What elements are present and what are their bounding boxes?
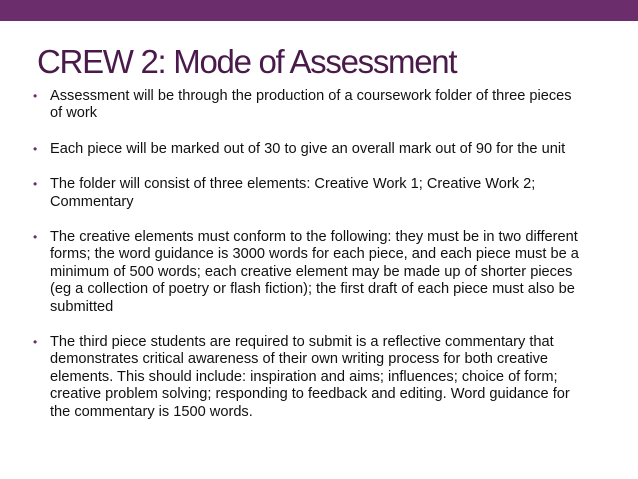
bullet-line: submitted bbox=[50, 298, 114, 315]
bullet-line: minimum of 500 words; each creative element may be made up of shorter pieces bbox=[50, 263, 573, 280]
bullet-item bbox=[28, 88, 608, 123]
bullet-line: (eg a collection of poetry or flash fiction); the first draft of each piece must also be bbox=[50, 281, 575, 298]
bullet-line: The third piece students are required to submit is a reflective commentary that bbox=[50, 334, 554, 351]
bullet-marker: • bbox=[33, 230, 38, 245]
bullet-text bbox=[50, 229, 608, 316]
bullet-line: forms; the word guidance is 3000 words for each piece, and each piece must be a bbox=[50, 246, 579, 263]
bullet-item bbox=[28, 141, 608, 158]
bullet-line: creative problem solving; responding to feedback and editing. Word guidance for bbox=[50, 386, 570, 403]
bullet-marker: • bbox=[33, 89, 38, 103]
bullet-item bbox=[28, 229, 608, 316]
bullet-item bbox=[28, 334, 608, 421]
bullet-text bbox=[50, 141, 608, 158]
bullet-item bbox=[28, 176, 608, 211]
bullet-line: Assessment will be through the production of a coursework folder of three pieces bbox=[50, 88, 572, 104]
bullet-text bbox=[50, 176, 608, 211]
bullet-line: Each piece will be marked out of 30 to give an overall mark out of 90 for the unit bbox=[50, 140, 566, 157]
bullet-text bbox=[50, 334, 608, 421]
bullet-text bbox=[50, 88, 608, 123]
bullet-marker: • bbox=[33, 335, 38, 350]
bullet-line: The creative elements must conform to the following: they must be in two different bbox=[50, 229, 578, 246]
bullet-line: The folder will consist of three elements: Creative Work 1; Creative Work 2; bbox=[50, 176, 536, 193]
bullet-marker: • bbox=[33, 141, 38, 156]
slide-title: CREW 2: Mode of Assessment bbox=[37, 43, 457, 80]
bullet-line: the commentary is 1500 words. bbox=[50, 403, 253, 420]
header-accent-bar bbox=[0, 0, 638, 21]
bullet-line: of work bbox=[50, 105, 98, 122]
bullet-line: demonstrates critical awareness of their own writing process for both creative bbox=[50, 351, 549, 368]
bullet-marker: • bbox=[33, 177, 38, 192]
bullet-list bbox=[28, 88, 608, 439]
bullet-line: Commentary bbox=[50, 193, 134, 210]
bullet-line: elements. This should include: inspiration and aims; influences; choice of form; bbox=[50, 368, 558, 385]
